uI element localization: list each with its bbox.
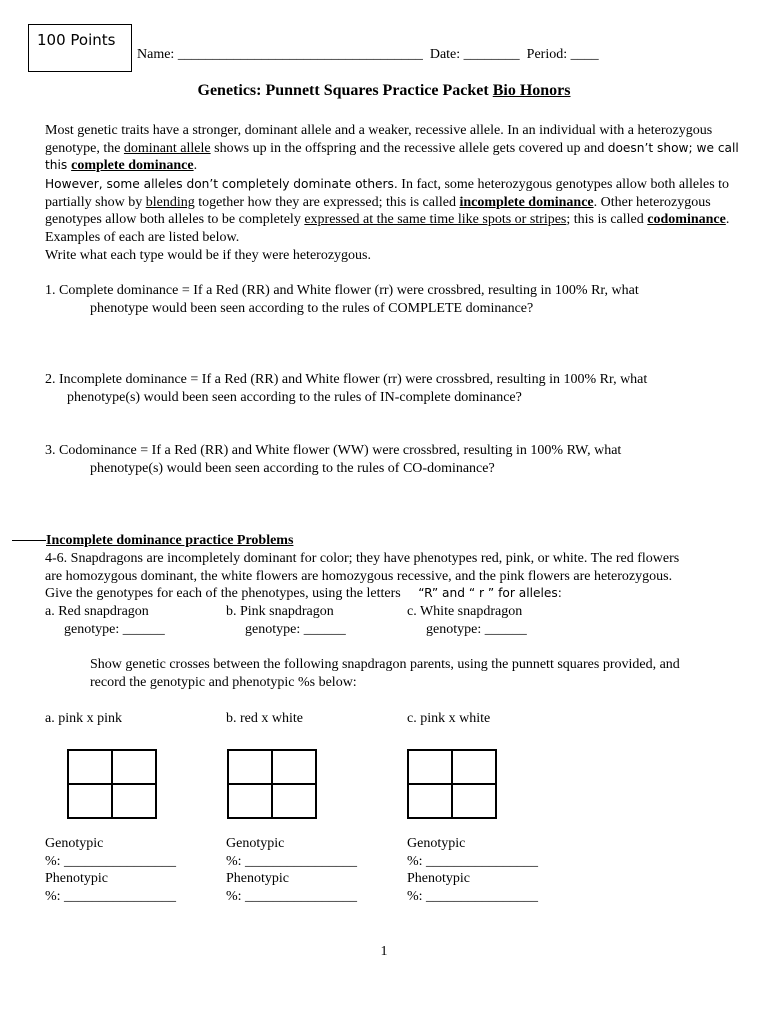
punnett-square-c[interactable] (407, 749, 497, 819)
intro-paragraph-1: Most genetic traits have a stronger, dominant allele and a weaker, recessive allele. In an individual with a heterozygous genotype, the dominant allele shows up in the offspring and the recessive allele gets covered up and doesn’t show; we call this complete dominance. (45, 123, 739, 174)
genotype-b: b. Pink snapdragon genotype: ______ (226, 604, 346, 637)
header-fields (137, 46, 599, 64)
intro-paragraph-2: However, some alleles don’t completely dominate others. In fact, some heterozygous genotypes allow both alleles to partially show by blending together how they are expressed; this is called incomplete dominance. Other heterozygous genotypes allow both alleles to be completely expressed at the same time like spots or stripes; this is called codominance. Examples of each are listed below. (45, 177, 730, 245)
genotype-c-blank[interactable]: genotype: ______ (426, 621, 527, 637)
intro-paragraph-3: Write what each type would be if they were heterozygous. (45, 248, 371, 263)
genotype-c: c. White snapdragon genotype: ______ (407, 604, 527, 637)
phenotypic-blank-a[interactable]: %: ________________ (45, 888, 177, 904)
genotype-b-blank[interactable]: genotype: ______ (245, 621, 346, 637)
phenotypic-blank-c[interactable]: %: ________________ (407, 888, 539, 904)
punnett-square-a[interactable] (67, 749, 157, 819)
genotypic-blank-b[interactable]: %: ________________ (226, 853, 358, 869)
practice-intro: 4-6. Snapdragons are incompletely dominant for color; they have phenotypes red, pink, or white. The red flowers are homozygous dominant, the white flowers are homozygous recessive, and the pink flowers are heterozygous. Give the genotypes for each of the phenotypes, using the letters “R” and “ r ” for alleles: (45, 551, 680, 602)
term-incomplete-dominance: incomplete dominance (459, 194, 594, 210)
title-subject: Bio Honors (492, 82, 571, 99)
question-1: 1. Complete dominance = If a Red (RR) and White flower (rr) were crossbred, resulting in 100% Rr, what phenotype would been seen according to the rules of COMPLETE dominance? (45, 283, 639, 316)
page-title: Genetics: Punnett Squares Practice Packet Bio Honors (197, 82, 571, 99)
period-field[interactable]: Period: ____ (526, 47, 599, 62)
phenotypic-blank-b[interactable]: %: ________________ (226, 888, 358, 904)
cross-label-a: a. pink x pink (45, 711, 122, 726)
question-2: 2. Incomplete dominance = If a Red (RR) and White flower (rr) were crossbred, resulting in 100% Rr, what phenotype(s) would been seen according to the rules of IN-complete dominance? (45, 372, 648, 405)
genotypic-blank-a[interactable]: %: ________________ (45, 853, 177, 869)
question-3: 3. Codominance = If a Red (RR) and White flower (WW) were crossbred, resulting in 100% RW, what phenotype(s) would been seen according to the rules of CO-dominance? (45, 443, 622, 476)
genotype-a-blank[interactable]: genotype: ______ (64, 621, 165, 637)
page-number: 1 (380, 944, 388, 959)
cross-results-a: Genotypic %: ________________ Phenotypic %: ________________ (45, 835, 215, 905)
cross-results-b: Genotypic %: ________________ Phenotypic %: ________________ (226, 835, 396, 905)
cross-results-c: Genotypic %: ________________ Phenotypic %: ________________ (407, 835, 577, 905)
name-field[interactable]: Name: ___________________________________ (137, 47, 423, 62)
term-codominance: codominance (647, 212, 726, 228)
practice-heading: Incomplete dominance practice Problems (12, 532, 752, 550)
genotypic-blank-c[interactable]: %: ________________ (407, 853, 539, 869)
points-box: 100 Points (28, 24, 132, 72)
term-complete-dominance: complete dominance (71, 158, 194, 174)
cross-instructions: Show genetic crosses between the following snapdragon parents, using the punnett squares provided, and record the genotypic and phenotypic %s below: (90, 657, 680, 690)
cross-label-b: b. red x white (226, 711, 303, 726)
genotype-a: a. Red snapdragon genotype: ______ (45, 604, 165, 637)
cross-label-c: c. pink x white (407, 711, 491, 726)
date-field[interactable]: Date: ________ (429, 47, 520, 62)
punnett-square-b[interactable] (227, 749, 317, 819)
